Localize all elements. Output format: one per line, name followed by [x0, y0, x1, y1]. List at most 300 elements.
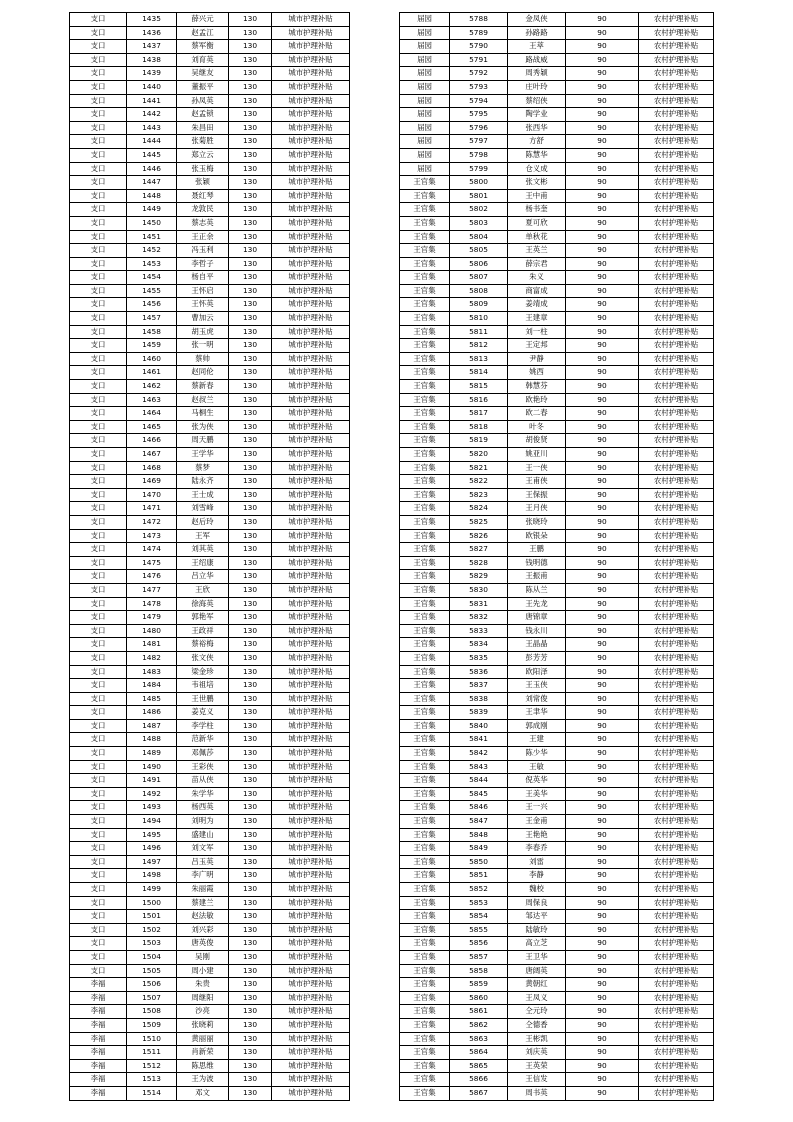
name-cell: 王建章	[508, 312, 566, 326]
name-cell: 张晓莉	[177, 1018, 229, 1032]
type-cell: 城市护理补贴	[272, 434, 350, 448]
name-cell: 朱丽霞	[177, 883, 229, 897]
right-table-body	[400, 13, 714, 1101]
amount-cell: 90	[566, 624, 639, 638]
name-cell: 赵法敏	[177, 910, 229, 924]
number-cell: 1489	[127, 747, 177, 761]
type-cell: 城市护理补贴	[272, 1086, 350, 1100]
amount-cell: 130	[229, 461, 272, 475]
amount-cell: 130	[229, 488, 272, 502]
number-cell: 1435	[127, 13, 177, 27]
number-cell: 5825	[450, 515, 508, 529]
type-cell: 农村护理补贴	[639, 570, 714, 584]
type-cell: 农村护理补贴	[639, 244, 714, 258]
type-cell: 城市护理补贴	[272, 312, 350, 326]
amount-cell: 130	[229, 665, 272, 679]
name-cell: 朱昌田	[177, 121, 229, 135]
type-cell: 城市护理补贴	[272, 176, 350, 190]
name-cell: 单秋花	[508, 230, 566, 244]
number-cell: 1438	[127, 53, 177, 67]
town-cell: 王官集	[400, 570, 450, 584]
town-cell: 支口	[70, 94, 127, 108]
amount-cell: 130	[229, 393, 272, 407]
type-cell: 城市护理补贴	[272, 855, 350, 869]
name-cell: 王美华	[508, 787, 566, 801]
name-cell: 王定邦	[508, 339, 566, 353]
type-cell: 城市护理补贴	[272, 611, 350, 625]
name-cell: 魏校	[508, 883, 566, 897]
type-cell: 农村护理补贴	[639, 1032, 714, 1046]
town-cell: 支口	[70, 855, 127, 869]
amount-cell: 90	[566, 869, 639, 883]
amount-cell: 90	[566, 515, 639, 529]
number-cell: 1503	[127, 937, 177, 951]
amount-cell: 90	[566, 883, 639, 897]
number-cell: 1466	[127, 434, 177, 448]
type-cell: 农村护理补贴	[639, 502, 714, 516]
type-cell: 城市护理补贴	[272, 271, 350, 285]
table-row	[70, 407, 350, 421]
town-cell: 王官集	[400, 339, 450, 353]
name-cell: 刘文军	[177, 842, 229, 856]
amount-cell: 130	[229, 257, 272, 271]
name-cell: 庄叶玲	[508, 80, 566, 94]
town-cell: 王官集	[400, 896, 450, 910]
table-row	[70, 747, 350, 761]
amount-cell: 90	[566, 461, 639, 475]
amount-cell: 90	[566, 216, 639, 230]
name-cell: 韦祖培	[177, 679, 229, 693]
number-cell: 1460	[127, 352, 177, 366]
amount-cell: 130	[229, 325, 272, 339]
name-cell: 王一侠	[508, 461, 566, 475]
table-row	[70, 162, 350, 176]
number-cell: 1468	[127, 461, 177, 475]
name-cell: 姜靖成	[508, 298, 566, 312]
number-cell: 5808	[450, 284, 508, 298]
town-cell: 支口	[70, 393, 127, 407]
name-cell: 周秀颖	[508, 67, 566, 81]
town-cell: 支口	[70, 883, 127, 897]
amount-cell: 130	[229, 244, 272, 258]
table-row	[70, 883, 350, 897]
name-cell: 刘育英	[177, 53, 229, 67]
town-cell: 支口	[70, 298, 127, 312]
type-cell: 城市护理补贴	[272, 570, 350, 584]
number-cell: 5834	[450, 638, 508, 652]
name-cell: 路战威	[508, 53, 566, 67]
table-row	[70, 543, 350, 557]
amount-cell: 130	[229, 189, 272, 203]
type-cell: 农村护理补贴	[639, 312, 714, 326]
town-cell: 王官集	[400, 855, 450, 869]
name-cell: 杨书奎	[508, 203, 566, 217]
number-cell: 5843	[450, 760, 508, 774]
name-cell: 张一明	[177, 339, 229, 353]
name-cell: 黄丽丽	[177, 1032, 229, 1046]
name-cell: 仝德香	[508, 1018, 566, 1032]
type-cell: 城市护理补贴	[272, 298, 350, 312]
amount-cell: 90	[566, 312, 639, 326]
amount-cell: 90	[566, 611, 639, 625]
number-cell: 1507	[127, 991, 177, 1005]
table-row	[70, 80, 350, 94]
type-cell: 农村护理补贴	[639, 216, 714, 230]
name-cell: 刘雷	[508, 855, 566, 869]
amount-cell: 90	[566, 556, 639, 570]
amount-cell: 130	[229, 67, 272, 81]
table-row	[400, 108, 714, 122]
table-row	[400, 828, 714, 842]
number-cell: 1450	[127, 216, 177, 230]
table-row	[70, 556, 350, 570]
town-cell: 王官集	[400, 651, 450, 665]
amount-cell: 90	[566, 366, 639, 380]
amount-cell: 130	[229, 570, 272, 584]
amount-cell: 130	[229, 176, 272, 190]
number-cell: 5866	[450, 1073, 508, 1087]
table-row	[70, 706, 350, 720]
name-cell: 韩慧芬	[508, 380, 566, 394]
name-cell: 王英荣	[508, 1059, 566, 1073]
town-cell: 支口	[70, 910, 127, 924]
table-row	[70, 488, 350, 502]
number-cell: 1497	[127, 855, 177, 869]
town-cell: 王官集	[400, 964, 450, 978]
table-row	[400, 148, 714, 162]
table-row	[70, 203, 350, 217]
number-cell: 5842	[450, 747, 508, 761]
town-cell: 王官集	[400, 706, 450, 720]
name-cell: 马桐生	[177, 407, 229, 421]
town-cell: 王官集	[400, 543, 450, 557]
number-cell: 1474	[127, 543, 177, 557]
type-cell: 城市护理补贴	[272, 393, 350, 407]
name-cell: 张为侠	[177, 420, 229, 434]
number-cell: 1469	[127, 475, 177, 489]
name-cell: 李哲子	[177, 257, 229, 271]
amount-cell: 90	[566, 1032, 639, 1046]
table-row	[400, 991, 714, 1005]
town-cell: 王官集	[400, 991, 450, 1005]
table-row	[400, 543, 714, 557]
amount-cell: 90	[566, 964, 639, 978]
amount-cell: 130	[229, 964, 272, 978]
type-cell: 农村护理补贴	[639, 611, 714, 625]
name-cell: 高立芝	[508, 937, 566, 951]
number-cell: 1458	[127, 325, 177, 339]
town-cell: 李福	[70, 1005, 127, 1019]
table-row	[400, 638, 714, 652]
amount-cell: 90	[566, 719, 639, 733]
amount-cell: 90	[566, 393, 639, 407]
town-cell: 王官集	[400, 230, 450, 244]
amount-cell: 90	[566, 896, 639, 910]
table-row	[400, 692, 714, 706]
table-row	[70, 1086, 350, 1100]
number-cell: 5847	[450, 815, 508, 829]
town-cell: 支口	[70, 67, 127, 81]
number-cell: 5798	[450, 148, 508, 162]
type-cell: 城市护理补贴	[272, 461, 350, 475]
amount-cell: 90	[566, 923, 639, 937]
town-cell: 王官集	[400, 1086, 450, 1100]
type-cell: 农村护理补贴	[639, 1018, 714, 1032]
table-row	[400, 706, 714, 720]
table-row	[70, 339, 350, 353]
amount-cell: 90	[566, 80, 639, 94]
name-cell: 盛建山	[177, 828, 229, 842]
number-cell: 5867	[450, 1086, 508, 1100]
type-cell: 农村护理补贴	[639, 298, 714, 312]
town-cell: 支口	[70, 189, 127, 203]
number-cell: 5839	[450, 706, 508, 720]
type-cell: 城市护理补贴	[272, 1059, 350, 1073]
table-row	[70, 842, 350, 856]
table-row	[70, 896, 350, 910]
town-cell: 支口	[70, 760, 127, 774]
amount-cell: 130	[229, 434, 272, 448]
town-cell: 支口	[70, 244, 127, 258]
amount-cell: 130	[229, 978, 272, 992]
table-row	[400, 570, 714, 584]
type-cell: 城市护理补贴	[272, 1073, 350, 1087]
number-cell: 1492	[127, 787, 177, 801]
table-row	[400, 1032, 714, 1046]
name-cell: 沙亮	[177, 1005, 229, 1019]
town-cell: 支口	[70, 815, 127, 829]
number-cell: 1445	[127, 148, 177, 162]
amount-cell: 90	[566, 298, 639, 312]
name-cell: 蔡帅	[177, 352, 229, 366]
table-row	[70, 67, 350, 81]
type-cell: 农村护理补贴	[639, 271, 714, 285]
number-cell: 5793	[450, 80, 508, 94]
amount-cell: 130	[229, 1073, 272, 1087]
number-cell: 5836	[450, 665, 508, 679]
table-row	[400, 176, 714, 190]
town-cell: 届园	[400, 80, 450, 94]
amount-cell: 130	[229, 1032, 272, 1046]
table-row	[400, 1059, 714, 1073]
name-cell: 王聿华	[508, 706, 566, 720]
name-cell: 董振平	[177, 80, 229, 94]
table-row	[70, 515, 350, 529]
number-cell: 1513	[127, 1073, 177, 1087]
amount-cell: 130	[229, 230, 272, 244]
number-cell: 5854	[450, 910, 508, 924]
name-cell: 陈从兰	[508, 583, 566, 597]
type-cell: 农村护理补贴	[639, 176, 714, 190]
table-row	[400, 556, 714, 570]
number-cell: 1452	[127, 244, 177, 258]
type-cell: 城市护理补贴	[272, 366, 350, 380]
table-row	[400, 815, 714, 829]
amount-cell: 90	[566, 597, 639, 611]
number-cell: 1477	[127, 583, 177, 597]
amount-cell: 90	[566, 842, 639, 856]
type-cell: 农村护理补贴	[639, 529, 714, 543]
number-cell: 1457	[127, 312, 177, 326]
type-cell: 城市护理补贴	[272, 719, 350, 733]
table-row	[70, 26, 350, 40]
type-cell: 城市护理补贴	[272, 380, 350, 394]
name-cell: 欧银朵	[508, 529, 566, 543]
amount-cell: 130	[229, 13, 272, 27]
name-cell: 陈慧华	[508, 148, 566, 162]
table-row	[400, 842, 714, 856]
town-cell: 支口	[70, 692, 127, 706]
table-row	[70, 638, 350, 652]
number-cell: 1502	[127, 923, 177, 937]
town-cell: 李福	[70, 1059, 127, 1073]
type-cell: 城市护理补贴	[272, 529, 350, 543]
town-cell: 王官集	[400, 1046, 450, 1060]
name-cell: 刘常俊	[508, 692, 566, 706]
amount-cell: 130	[229, 529, 272, 543]
town-cell: 支口	[70, 529, 127, 543]
name-cell: 蔡梦	[177, 461, 229, 475]
name-cell: 王欣	[177, 583, 229, 597]
number-cell: 5862	[450, 1018, 508, 1032]
number-cell: 1467	[127, 448, 177, 462]
amount-cell: 130	[229, 883, 272, 897]
number-cell: 5788	[450, 13, 508, 27]
number-cell: 1456	[127, 298, 177, 312]
name-cell: 陶学业	[508, 108, 566, 122]
amount-cell: 130	[229, 475, 272, 489]
town-cell: 支口	[70, 53, 127, 67]
town-cell: 王官集	[400, 529, 450, 543]
town-cell: 王官集	[400, 937, 450, 951]
type-cell: 城市护理补贴	[272, 597, 350, 611]
type-cell: 农村护理补贴	[639, 366, 714, 380]
table-row	[400, 787, 714, 801]
table-row	[70, 869, 350, 883]
name-cell: 王振甫	[508, 570, 566, 584]
table-row	[400, 380, 714, 394]
amount-cell: 130	[229, 760, 272, 774]
table-row	[70, 964, 350, 978]
type-cell: 城市护理补贴	[272, 515, 350, 529]
name-cell: 聂红琴	[177, 189, 229, 203]
town-cell: 王官集	[400, 611, 450, 625]
number-cell: 1470	[127, 488, 177, 502]
number-cell: 5829	[450, 570, 508, 584]
table-row	[70, 774, 350, 788]
town-cell: 支口	[70, 135, 127, 149]
table-row	[400, 611, 714, 625]
table-row	[70, 448, 350, 462]
name-cell: 吕玉英	[177, 855, 229, 869]
table-row	[70, 121, 350, 135]
town-cell: 支口	[70, 121, 127, 135]
number-cell: 5860	[450, 991, 508, 1005]
name-cell: 尹静	[508, 352, 566, 366]
name-cell: 梁金珍	[177, 665, 229, 679]
type-cell: 农村护理补贴	[639, 774, 714, 788]
number-cell: 5810	[450, 312, 508, 326]
town-cell: 届园	[400, 162, 450, 176]
type-cell: 农村护理补贴	[639, 828, 714, 842]
name-cell: 倪英华	[508, 774, 566, 788]
name-cell: 刘明为	[177, 815, 229, 829]
name-cell: 陆敏玲	[508, 923, 566, 937]
name-cell: 李学柱	[177, 719, 229, 733]
town-cell: 王官集	[400, 352, 450, 366]
name-cell: 黄朝红	[508, 978, 566, 992]
amount-cell: 90	[566, 434, 639, 448]
town-cell: 王官集	[400, 1005, 450, 1019]
number-cell: 5790	[450, 40, 508, 54]
number-cell: 5823	[450, 488, 508, 502]
type-cell: 农村护理补贴	[639, 475, 714, 489]
number-cell: 5819	[450, 434, 508, 448]
town-cell: 支口	[70, 108, 127, 122]
number-cell: 5840	[450, 719, 508, 733]
table-row	[400, 1005, 714, 1019]
town-cell: 支口	[70, 706, 127, 720]
number-cell: 1510	[127, 1032, 177, 1046]
amount-cell: 130	[229, 828, 272, 842]
town-cell: 王官集	[400, 488, 450, 502]
table-row	[70, 298, 350, 312]
type-cell: 农村护理补贴	[639, 869, 714, 883]
table-row	[400, 950, 714, 964]
number-cell: 5863	[450, 1032, 508, 1046]
town-cell: 届园	[400, 108, 450, 122]
name-cell: 王绍康	[177, 556, 229, 570]
number-cell: 5828	[450, 556, 508, 570]
name-cell: 王英兰	[508, 244, 566, 258]
table-row	[400, 733, 714, 747]
type-cell: 城市护理补贴	[272, 828, 350, 842]
town-cell: 王官集	[400, 475, 450, 489]
name-cell: 孙凤英	[177, 94, 229, 108]
town-cell: 支口	[70, 747, 127, 761]
town-cell: 支口	[70, 543, 127, 557]
number-cell: 1436	[127, 26, 177, 40]
type-cell: 农村护理补贴	[639, 597, 714, 611]
name-cell: 薛宗君	[508, 257, 566, 271]
town-cell: 王官集	[400, 978, 450, 992]
amount-cell: 90	[566, 774, 639, 788]
right-table	[399, 12, 714, 1101]
amount-cell: 90	[566, 679, 639, 693]
table-row	[70, 583, 350, 597]
amount-cell: 130	[229, 855, 272, 869]
number-cell: 1475	[127, 556, 177, 570]
type-cell: 城市护理补贴	[272, 923, 350, 937]
town-cell: 王官集	[400, 244, 450, 258]
number-cell: 5815	[450, 380, 508, 394]
number-cell: 1446	[127, 162, 177, 176]
number-cell: 5796	[450, 121, 508, 135]
type-cell: 城市护理补贴	[272, 583, 350, 597]
number-cell: 1496	[127, 842, 177, 856]
table-row	[400, 244, 714, 258]
amount-cell: 90	[566, 284, 639, 298]
amount-cell: 90	[566, 488, 639, 502]
town-cell: 支口	[70, 475, 127, 489]
type-cell: 农村护理补贴	[639, 923, 714, 937]
table-row	[70, 393, 350, 407]
name-cell: 朱贵	[177, 978, 229, 992]
amount-cell: 130	[229, 679, 272, 693]
name-cell: 蔡裕梅	[177, 638, 229, 652]
type-cell: 农村护理补贴	[639, 515, 714, 529]
amount-cell: 90	[566, 162, 639, 176]
